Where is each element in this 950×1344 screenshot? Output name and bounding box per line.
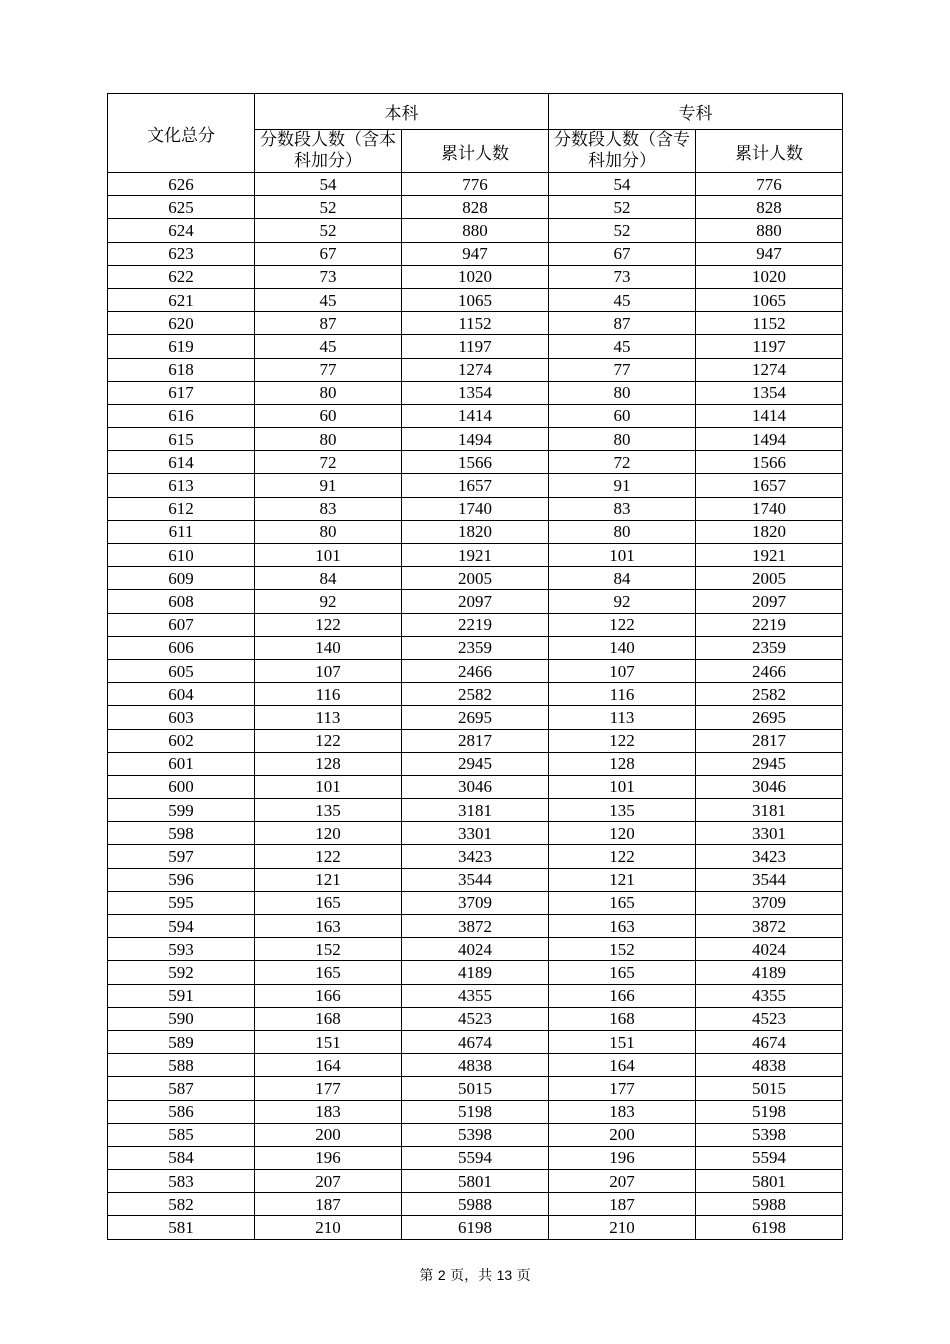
cell-zhuanke-segment: 45: [549, 335, 696, 358]
table-row: [108, 729, 843, 752]
cell-benke-segment: 168: [255, 1007, 402, 1030]
cell-score: 588: [108, 1054, 255, 1077]
cell-benke-cumulative: 1152: [402, 312, 549, 335]
cell-score: 614: [108, 451, 255, 474]
cell-benke-segment: 45: [255, 335, 402, 358]
cell-score: 583: [108, 1170, 255, 1193]
table-row: [108, 242, 843, 265]
table-row: [108, 428, 843, 451]
cell-benke-segment: 80: [255, 381, 402, 404]
cell-benke-segment: 165: [255, 961, 402, 984]
table-row: [108, 1123, 843, 1146]
cell-zhuanke-segment: 168: [549, 1007, 696, 1030]
cell-benke-cumulative: 2582: [402, 683, 549, 706]
cell-benke-cumulative: 4355: [402, 984, 549, 1007]
cell-zhuanke-segment: 107: [549, 659, 696, 682]
cell-zhuanke-segment: 165: [549, 961, 696, 984]
table-row: [108, 1193, 843, 1216]
table-row: [108, 683, 843, 706]
cell-zhuanke-segment: 135: [549, 799, 696, 822]
cell-benke-cumulative: 2945: [402, 752, 549, 775]
table-row: [108, 358, 843, 381]
cell-zhuanke-segment: 101: [549, 544, 696, 567]
cell-benke-cumulative: 2695: [402, 706, 549, 729]
header-zhuanke-cumulative-count: 累计人数: [696, 130, 843, 173]
table-row: [108, 799, 843, 822]
cell-benke-cumulative: 3301: [402, 822, 549, 845]
cell-benke-cumulative: 880: [402, 219, 549, 242]
cell-score: 611: [108, 520, 255, 543]
cell-score: 600: [108, 775, 255, 798]
header-group-zhuanke: 专科: [549, 94, 843, 130]
cell-benke-cumulative: 1020: [402, 265, 549, 288]
cell-zhuanke-cumulative: 1414: [696, 404, 843, 427]
cell-zhuanke-segment: 183: [549, 1100, 696, 1123]
cell-zhuanke-cumulative: 776: [696, 173, 843, 196]
cell-zhuanke-segment: 166: [549, 984, 696, 1007]
cell-benke-cumulative: 2005: [402, 567, 549, 590]
cell-score: 624: [108, 219, 255, 242]
cell-benke-cumulative: 2359: [402, 636, 549, 659]
cell-benke-segment: 92: [255, 590, 402, 613]
cell-zhuanke-cumulative: 4355: [696, 984, 843, 1007]
footer-prefix: 第: [419, 1268, 434, 1284]
cell-benke-segment: 120: [255, 822, 402, 845]
cell-benke-segment: 122: [255, 613, 402, 636]
cell-zhuanke-cumulative: 1566: [696, 451, 843, 474]
cell-score: 607: [108, 613, 255, 636]
cell-zhuanke-segment: 165: [549, 891, 696, 914]
cell-score: 620: [108, 312, 255, 335]
table-row: [108, 381, 843, 404]
table-row: [108, 404, 843, 427]
table-row: [108, 1054, 843, 1077]
cell-zhuanke-segment: 92: [549, 590, 696, 613]
cell-zhuanke-segment: 122: [549, 845, 696, 868]
cell-score: 602: [108, 729, 255, 752]
cell-benke-segment: 80: [255, 520, 402, 543]
cell-benke-segment: 151: [255, 1030, 402, 1053]
cell-score: 617: [108, 381, 255, 404]
cell-benke-segment: 83: [255, 497, 402, 520]
cell-zhuanke-cumulative: 1740: [696, 497, 843, 520]
cell-benke-cumulative: 1566: [402, 451, 549, 474]
cell-zhuanke-segment: 152: [549, 938, 696, 961]
table-row: [108, 706, 843, 729]
cell-zhuanke-cumulative: 1152: [696, 312, 843, 335]
cell-zhuanke-segment: 54: [549, 173, 696, 196]
cell-zhuanke-cumulative: 6198: [696, 1216, 843, 1239]
cell-zhuanke-segment: 67: [549, 242, 696, 265]
cell-zhuanke-segment: 116: [549, 683, 696, 706]
cell-score: 622: [108, 265, 255, 288]
cell-zhuanke-cumulative: 5015: [696, 1077, 843, 1100]
cell-benke-cumulative: 5594: [402, 1146, 549, 1169]
cell-zhuanke-segment: 122: [549, 613, 696, 636]
footer-page-number: 2: [437, 1267, 446, 1283]
cell-zhuanke-cumulative: 1657: [696, 474, 843, 497]
cell-benke-cumulative: 2817: [402, 729, 549, 752]
cell-zhuanke-segment: 196: [549, 1146, 696, 1169]
cell-zhuanke-segment: 72: [549, 451, 696, 474]
cell-benke-cumulative: 1494: [402, 428, 549, 451]
cell-score: 616: [108, 404, 255, 427]
cell-benke-cumulative: 4189: [402, 961, 549, 984]
cell-benke-segment: 164: [255, 1054, 402, 1077]
cell-zhuanke-cumulative: 2219: [696, 613, 843, 636]
table-row: [108, 288, 843, 311]
cell-benke-segment: 183: [255, 1100, 402, 1123]
cell-zhuanke-cumulative: 3872: [696, 915, 843, 938]
cell-benke-cumulative: 5398: [402, 1123, 549, 1146]
cell-zhuanke-segment: 207: [549, 1170, 696, 1193]
cell-zhuanke-segment: 80: [549, 520, 696, 543]
cell-zhuanke-cumulative: 1197: [696, 335, 843, 358]
cell-score: 613: [108, 474, 255, 497]
cell-zhuanke-cumulative: 2005: [696, 567, 843, 590]
cell-zhuanke-cumulative: 1354: [696, 381, 843, 404]
table-row: [108, 265, 843, 288]
cell-benke-cumulative: 4838: [402, 1054, 549, 1077]
cell-benke-cumulative: 2219: [402, 613, 549, 636]
cell-benke-cumulative: 1414: [402, 404, 549, 427]
cell-zhuanke-segment: 140: [549, 636, 696, 659]
table-row: [108, 520, 843, 543]
cell-benke-segment: 52: [255, 196, 402, 219]
cell-zhuanke-segment: 122: [549, 729, 696, 752]
table-row: [108, 613, 843, 636]
cell-benke-cumulative: 5988: [402, 1193, 549, 1216]
cell-zhuanke-segment: 101: [549, 775, 696, 798]
cell-benke-cumulative: 776: [402, 173, 549, 196]
table-row: [108, 474, 843, 497]
cell-benke-cumulative: 4523: [402, 1007, 549, 1030]
table-row: [108, 335, 843, 358]
cell-benke-cumulative: 1274: [402, 358, 549, 381]
cell-benke-cumulative: 947: [402, 242, 549, 265]
cell-benke-cumulative: 828: [402, 196, 549, 219]
cell-benke-segment: 128: [255, 752, 402, 775]
cell-benke-segment: 187: [255, 1193, 402, 1216]
cell-benke-cumulative: 3872: [402, 915, 549, 938]
cell-zhuanke-cumulative: 2695: [696, 706, 843, 729]
cell-zhuanke-cumulative: 4838: [696, 1054, 843, 1077]
cell-zhuanke-cumulative: 3544: [696, 868, 843, 891]
cell-zhuanke-segment: 91: [549, 474, 696, 497]
cell-zhuanke-cumulative: 3181: [696, 799, 843, 822]
cell-benke-segment: 60: [255, 404, 402, 427]
cell-score: 605: [108, 659, 255, 682]
cell-benke-cumulative: 3181: [402, 799, 549, 822]
cell-benke-cumulative: 5198: [402, 1100, 549, 1123]
cell-score: 587: [108, 1077, 255, 1100]
cell-benke-segment: 73: [255, 265, 402, 288]
cell-benke-segment: 122: [255, 729, 402, 752]
cell-zhuanke-segment: 151: [549, 1030, 696, 1053]
table-row: [108, 451, 843, 474]
cell-zhuanke-segment: 83: [549, 497, 696, 520]
cell-zhuanke-cumulative: 4674: [696, 1030, 843, 1053]
cell-score: 604: [108, 683, 255, 706]
cell-zhuanke-segment: 77: [549, 358, 696, 381]
header-zhuanke-segment-count: 分数段人数（含专科加分）: [549, 130, 696, 173]
cell-benke-segment: 80: [255, 428, 402, 451]
cell-zhuanke-cumulative: 2359: [696, 636, 843, 659]
cell-score: 585: [108, 1123, 255, 1146]
cell-benke-cumulative: 2466: [402, 659, 549, 682]
cell-benke-segment: 87: [255, 312, 402, 335]
table-row: [108, 915, 843, 938]
cell-benke-segment: 101: [255, 775, 402, 798]
cell-score: 609: [108, 567, 255, 590]
cell-score: 594: [108, 915, 255, 938]
table-row: [108, 845, 843, 868]
table-row: [108, 1216, 843, 1239]
table-row: [108, 1077, 843, 1100]
cell-benke-segment: 91: [255, 474, 402, 497]
cell-benke-segment: 121: [255, 868, 402, 891]
table-row: [108, 938, 843, 961]
cell-score: 619: [108, 335, 255, 358]
cell-zhuanke-cumulative: 5594: [696, 1146, 843, 1169]
cell-benke-segment: 152: [255, 938, 402, 961]
cell-zhuanke-cumulative: 1020: [696, 265, 843, 288]
cell-score: 608: [108, 590, 255, 613]
cell-score: 623: [108, 242, 255, 265]
cell-zhuanke-cumulative: 2097: [696, 590, 843, 613]
table-row: [108, 775, 843, 798]
cell-benke-cumulative: 1197: [402, 335, 549, 358]
cell-zhuanke-cumulative: 3301: [696, 822, 843, 845]
cell-benke-segment: 107: [255, 659, 402, 682]
cell-score: 603: [108, 706, 255, 729]
cell-benke-segment: 210: [255, 1216, 402, 1239]
cell-zhuanke-cumulative: 4189: [696, 961, 843, 984]
footer-total-pages: 13: [496, 1267, 513, 1283]
score-distribution-table: [107, 93, 843, 1240]
cell-zhuanke-segment: 120: [549, 822, 696, 845]
table-row: [108, 1100, 843, 1123]
table-row: [108, 173, 843, 196]
table-row: [108, 984, 843, 1007]
table-row: [108, 1170, 843, 1193]
cell-zhuanke-segment: 164: [549, 1054, 696, 1077]
cell-benke-segment: 52: [255, 219, 402, 242]
cell-benke-segment: 196: [255, 1146, 402, 1169]
cell-zhuanke-segment: 80: [549, 381, 696, 404]
cell-zhuanke-cumulative: 4024: [696, 938, 843, 961]
table-row: [108, 659, 843, 682]
table-row: [108, 219, 843, 242]
cell-zhuanke-segment: 45: [549, 288, 696, 311]
cell-zhuanke-cumulative: 3709: [696, 891, 843, 914]
cell-benke-segment: 177: [255, 1077, 402, 1100]
cell-benke-cumulative: 1740: [402, 497, 549, 520]
cell-zhuanke-cumulative: 5398: [696, 1123, 843, 1146]
cell-score: 601: [108, 752, 255, 775]
cell-benke-segment: 45: [255, 288, 402, 311]
cell-zhuanke-cumulative: 3046: [696, 775, 843, 798]
cell-score: 606: [108, 636, 255, 659]
header-group-benke: 本科: [255, 94, 549, 130]
cell-zhuanke-segment: 73: [549, 265, 696, 288]
cell-zhuanke-cumulative: 2466: [696, 659, 843, 682]
footer-suffix: 页: [516, 1268, 531, 1284]
header-benke-segment-count: 分数段人数（含本科加分）: [255, 130, 402, 173]
cell-zhuanke-cumulative: 2945: [696, 752, 843, 775]
cell-score: 598: [108, 822, 255, 845]
cell-benke-segment: 77: [255, 358, 402, 381]
table-row: [108, 1007, 843, 1030]
table-row: [108, 1146, 843, 1169]
cell-zhuanke-segment: 177: [549, 1077, 696, 1100]
cell-score: 595: [108, 891, 255, 914]
cell-score: 615: [108, 428, 255, 451]
cell-zhuanke-segment: 210: [549, 1216, 696, 1239]
table-row: [108, 567, 843, 590]
cell-score: 599: [108, 799, 255, 822]
cell-zhuanke-cumulative: 1494: [696, 428, 843, 451]
cell-score: 582: [108, 1193, 255, 1216]
cell-benke-segment: 67: [255, 242, 402, 265]
table-row: [108, 544, 843, 567]
cell-benke-cumulative: 4024: [402, 938, 549, 961]
cell-benke-segment: 163: [255, 915, 402, 938]
header-benke-cumulative-count: 累计人数: [402, 130, 549, 173]
cell-zhuanke-cumulative: 4523: [696, 1007, 843, 1030]
table-row: [108, 822, 843, 845]
page-footer: [0, 1265, 950, 1285]
cell-score: 591: [108, 984, 255, 1007]
cell-zhuanke-cumulative: 880: [696, 219, 843, 242]
table-row: [108, 590, 843, 613]
cell-benke-segment: 200: [255, 1123, 402, 1146]
cell-zhuanke-segment: 84: [549, 567, 696, 590]
cell-benke-cumulative: 3423: [402, 845, 549, 868]
cell-benke-cumulative: 1820: [402, 520, 549, 543]
cell-zhuanke-segment: 163: [549, 915, 696, 938]
cell-benke-cumulative: 1921: [402, 544, 549, 567]
cell-zhuanke-cumulative: 5198: [696, 1100, 843, 1123]
cell-score: 589: [108, 1030, 255, 1053]
cell-benke-segment: 54: [255, 173, 402, 196]
cell-zhuanke-segment: 60: [549, 404, 696, 427]
cell-benke-segment: 101: [255, 544, 402, 567]
cell-benke-segment: 135: [255, 799, 402, 822]
cell-zhuanke-cumulative: 828: [696, 196, 843, 219]
cell-score: 612: [108, 497, 255, 520]
cell-zhuanke-cumulative: 2582: [696, 683, 843, 706]
cell-zhuanke-segment: 121: [549, 868, 696, 891]
cell-zhuanke-segment: 52: [549, 219, 696, 242]
cell-score: 592: [108, 961, 255, 984]
cell-benke-segment: 207: [255, 1170, 402, 1193]
cell-zhuanke-cumulative: 1274: [696, 358, 843, 381]
cell-zhuanke-cumulative: 2817: [696, 729, 843, 752]
cell-zhuanke-cumulative: 1820: [696, 520, 843, 543]
table-row: [108, 636, 843, 659]
cell-zhuanke-cumulative: 3423: [696, 845, 843, 868]
cell-zhuanke-cumulative: 5801: [696, 1170, 843, 1193]
cell-zhuanke-cumulative: 947: [696, 242, 843, 265]
cell-benke-cumulative: 1354: [402, 381, 549, 404]
cell-benke-cumulative: 6198: [402, 1216, 549, 1239]
cell-benke-cumulative: 3709: [402, 891, 549, 914]
cell-benke-cumulative: 4674: [402, 1030, 549, 1053]
cell-benke-segment: 72: [255, 451, 402, 474]
footer-middle: 页，共: [450, 1268, 493, 1284]
cell-score: 626: [108, 173, 255, 196]
cell-score: 597: [108, 845, 255, 868]
cell-benke-cumulative: 5801: [402, 1170, 549, 1193]
cell-zhuanke-segment: 187: [549, 1193, 696, 1216]
table-body: [108, 173, 843, 1240]
cell-benke-cumulative: 3046: [402, 775, 549, 798]
cell-zhuanke-cumulative: 1065: [696, 288, 843, 311]
cell-zhuanke-segment: 52: [549, 196, 696, 219]
cell-score: 581: [108, 1216, 255, 1239]
table-row: [108, 312, 843, 335]
cell-benke-cumulative: 5015: [402, 1077, 549, 1100]
cell-score: 625: [108, 196, 255, 219]
table-row: [108, 196, 843, 219]
cell-score: 584: [108, 1146, 255, 1169]
cell-benke-cumulative: 3544: [402, 868, 549, 891]
cell-score: 593: [108, 938, 255, 961]
cell-benke-segment: 116: [255, 683, 402, 706]
table-row: [108, 497, 843, 520]
table-row: [108, 1030, 843, 1053]
cell-benke-cumulative: 2097: [402, 590, 549, 613]
cell-score: 618: [108, 358, 255, 381]
cell-zhuanke-segment: 113: [549, 706, 696, 729]
cell-benke-segment: 122: [255, 845, 402, 868]
table-row: [108, 891, 843, 914]
cell-score: 610: [108, 544, 255, 567]
cell-zhuanke-segment: 128: [549, 752, 696, 775]
cell-benke-segment: 166: [255, 984, 402, 1007]
cell-score: 586: [108, 1100, 255, 1123]
cell-zhuanke-segment: 87: [549, 312, 696, 335]
table-row: [108, 752, 843, 775]
cell-zhuanke-cumulative: 5988: [696, 1193, 843, 1216]
cell-zhuanke-segment: 200: [549, 1123, 696, 1146]
cell-zhuanke-segment: 80: [549, 428, 696, 451]
cell-benke-segment: 165: [255, 891, 402, 914]
cell-score: 621: [108, 288, 255, 311]
header-score-total: 文化总分: [108, 94, 255, 173]
table-row: [108, 961, 843, 984]
cell-benke-segment: 84: [255, 567, 402, 590]
cell-score: 590: [108, 1007, 255, 1030]
cell-benke-cumulative: 1657: [402, 474, 549, 497]
table-row: [108, 868, 843, 891]
cell-benke-segment: 113: [255, 706, 402, 729]
cell-benke-cumulative: 1065: [402, 288, 549, 311]
cell-score: 596: [108, 868, 255, 891]
cell-zhuanke-cumulative: 1921: [696, 544, 843, 567]
cell-benke-segment: 140: [255, 636, 402, 659]
